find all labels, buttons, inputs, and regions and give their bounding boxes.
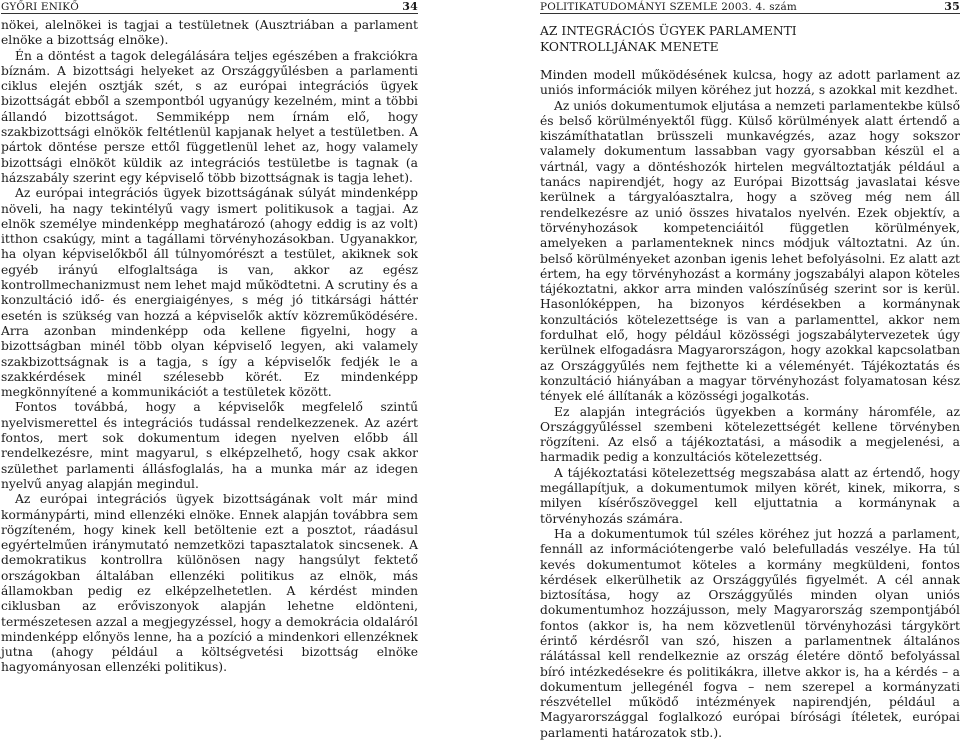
paragraph: Az európai integrációs ügyek bizottságának súlyát mindenképp növeli, ha nagy tekintélyű vagy ismert politikusok a tagjai. Az elnök személye mindenképp meghatározó (ahogy eddig is az volt) itthon csakúgy, mint a tagállami törvényhozásokban. Ugyanakkor, ha olyan képviselőkből áll túlnyomórészt a testület, akiknek sok egyéb irányú elfoglaltsága is van, akkor az egész kontrollmechanizmust nem lehet majd működtetni. A scrutiny és a konzultáció idő- és energiaigényes, s még jó titkársági háttér esetén is szükség van hozzá a képviselők aktív közreműködésére. Arra azonban mindenképp oda kellene figyelni, hogy a bizottságban minél több olyan képviselő legyen, aki valamely szakbizottságnak is a tagja, s így a képviselők fedjék le a szakkérdések minél szélesebb körét. Ez mindenképp megkönnyítené a kommunikációt a testületek között. — [1, 186, 418, 400]
left-page-body — [1, 18, 418, 676]
paragraph: Fontos továbbá, hogy a képviselők megfelelő szintű nyelvismerettel és integrációs tudással rendelkezzenek. Az azért fontos, mert sok dokumentum idegen nyelven előbb áll rendelkezésre, mint magyarul, s elképzelhető, hogy csak akkor születhet parlamenti állásfoglalás, ha a munka már az idegen nyelvű anyag alapján megindul. — [1, 400, 418, 491]
paragraph: Ha a dokumentumok túl széles köréhez jut hozzá a parlament, fennáll az információtengerbe való belefulladás veszélye. Ha túl kevés dokumentumot köteles a kormány megküldeni, fontos kérdések elkerülhetik az Országgyűlés figyelmét. A cél annak biztosítása, hogy az Országgyűlés minden olyan uniós dokumentumhoz hozzájusson, mely Magyarország szempontjából fontos (akkor is, ha nem közvetlenül törvényhozási tárgykört érintő kérdésről van szó, hiszen a parlamentnek általános rálátással kell rendelkeznie az ország életére döntő befolyással bíró intézkedésekre és politikákra, illetve akkor is, ha a kérdés – a dokumentum jellegénél fogva – nem szerepel a kormányzati részvétellel működő intézmények napirendjén, például a Magyarországgal foglalkozó európai bírósági ítéletek, európai parlamenti határozatok stb.). — [540, 526, 960, 740]
section-title-line: KONTROLLJÁNAK MENETE — [540, 39, 719, 54]
section-title-line: AZ INTEGRÁCIÓS ÜGYEK PARLAMENTI — [540, 24, 797, 38]
right-page-header — [540, 0, 960, 14]
section-title — [540, 24, 960, 55]
header-journal: POLITIKATUDOMÁNYI SZEMLE 2003. 4. szám — [540, 1, 797, 13]
paragraph: Az uniós dokumentumok eljutása a nemzeti parlamentekbe külső és belső körülményektől függ. Külső körülmények alatt értendő a kiszámíthatatlan brüsszeli munkavégzés, azaz hogy sokszor valamely dokumentum lassabban vagy gyorsabban készül el a vártnál, vagy a döntéshozók hirtelen megváltoztatják például a tanács napirendjét, hogy az Európai Bizottság javaslatai késve kerülnek a tárgyalóasztalra, hogy a szöveg még nem áll rendelkezésre az unió összes hivatalos nyelvén. Ezek objektív, a törvényhozások kompetenciáitól független körülmények, amelyeken a parlamenteknek nincs módjuk változtatni. Az ún. belső körülményeket azonban igenis lehet befolyásolni. Ez alatt azt értem, ha egy törvényhozást a kormány jogszabályi alapon köteles tájékoztatni, akkor arra minden valószínűség szerint sor is kerül. Hasonlóképpen, ha bizonyos kérdésekben a kormánynak konzultációs kötelezettsége is van a parlamenttel, akkor nem fordulhat elő, hogy például közösségi jogszabálytervezetek úgy kerülnek elfogadásra Magyarországon, hogy azokkal kapcsolatban az Országgyűlés nem fejthette ki a véleményét. Tájékoztatás és konzultáció hiányában a magyar törvényhozást folyamatosan kész tények elé állítanák a közösségi jogalkotás. — [540, 98, 960, 404]
paragraph: Ez alapján integrációs ügyekben a kormány háromféle, az Országgyűléssel szembeni kötelezettségét kellene törvényben rögzíteni. Az első a tájékoztatási, a második a megjelenési, a harmadik pedig a konzultációs kötelezettség. — [540, 404, 960, 465]
paragraph: A tájékoztatási kötelezettség megszabása alatt az értendő, hogy megállapítjuk, a dokumentumok milyen körét, kinek, mikorra, s milyen kísérőszöveggel kell eljuttatnia a kormánynak a törvényhozás számára. — [540, 465, 960, 526]
header-author: GYŐRI ENIKŐ — [1, 1, 79, 13]
left-page-header — [1, 0, 418, 14]
page-number-right: 35 — [944, 0, 960, 13]
paragraph: Minden modell működésének kulcsa, hogy az adott parlament az uniós információk milyen köréhez jut hozzá, s azokkal mit kezdhet. — [540, 68, 960, 98]
right-page — [540, 0, 960, 745]
paragraph: Az európai integrációs ügyek bizottságának volt már mind kormánypárti, mind ellenzéki elnöke. Ennek alapján továbbra sem rögzíteném, hogy kinek kell betöltenie ezt a posztot, ráadásul egyértelműen iránymutató nemzetközi tapasztalatok sincsenek. A demokratikus kontrollra különösen nagy hangsúlyt fektető országokban általában ellenzéki politikus az elnök, más államokban pedig ez elképzelhetetlen. A kérdést minden ciklusban az erőviszonyok alapján lehetne eldönteni, természetesen azzal a megjegyzéssel, hogy a demokrácia oldaláról mindenképp előnyös lenne, ha a pozíció a mindenkori ellenzéknek jutna (ahogy például a költségvetési bizottság elnöke hagyományosan ellenzéki politikus). — [1, 492, 418, 675]
paragraph: Én a döntést a tagok delegálására teljes egészében a frakciókra bíznám. A bizottsági helyeket az Országgyűlésben a parlamenti ciklus elején osztják szét, s az európai integrációs ügyek bizottságát ebből a szempontból ugyanúgy kezelném, mint a többi állandó bizottságot. Semmiképp nem írnám elő, hogy szakbizottsági elnökök feltétlenül kapjanak helyet a testületben. A pártok döntése persze ettől függetlenül lehet az, hogy valamely bizottsági elnököt küldik az integrációs testületbe is tagnak (a házszabály szerint egy képviselő több bizottságnak is tagja lehet). — [1, 48, 418, 185]
paragraph: nökei, alelnökei is tagjai a testületnek (Ausztriában a parlament elnöke a bizottság elnöke). — [1, 18, 418, 48]
page-number-left: 34 — [402, 0, 418, 13]
right-page-body — [540, 24, 960, 741]
left-page — [0, 0, 418, 745]
